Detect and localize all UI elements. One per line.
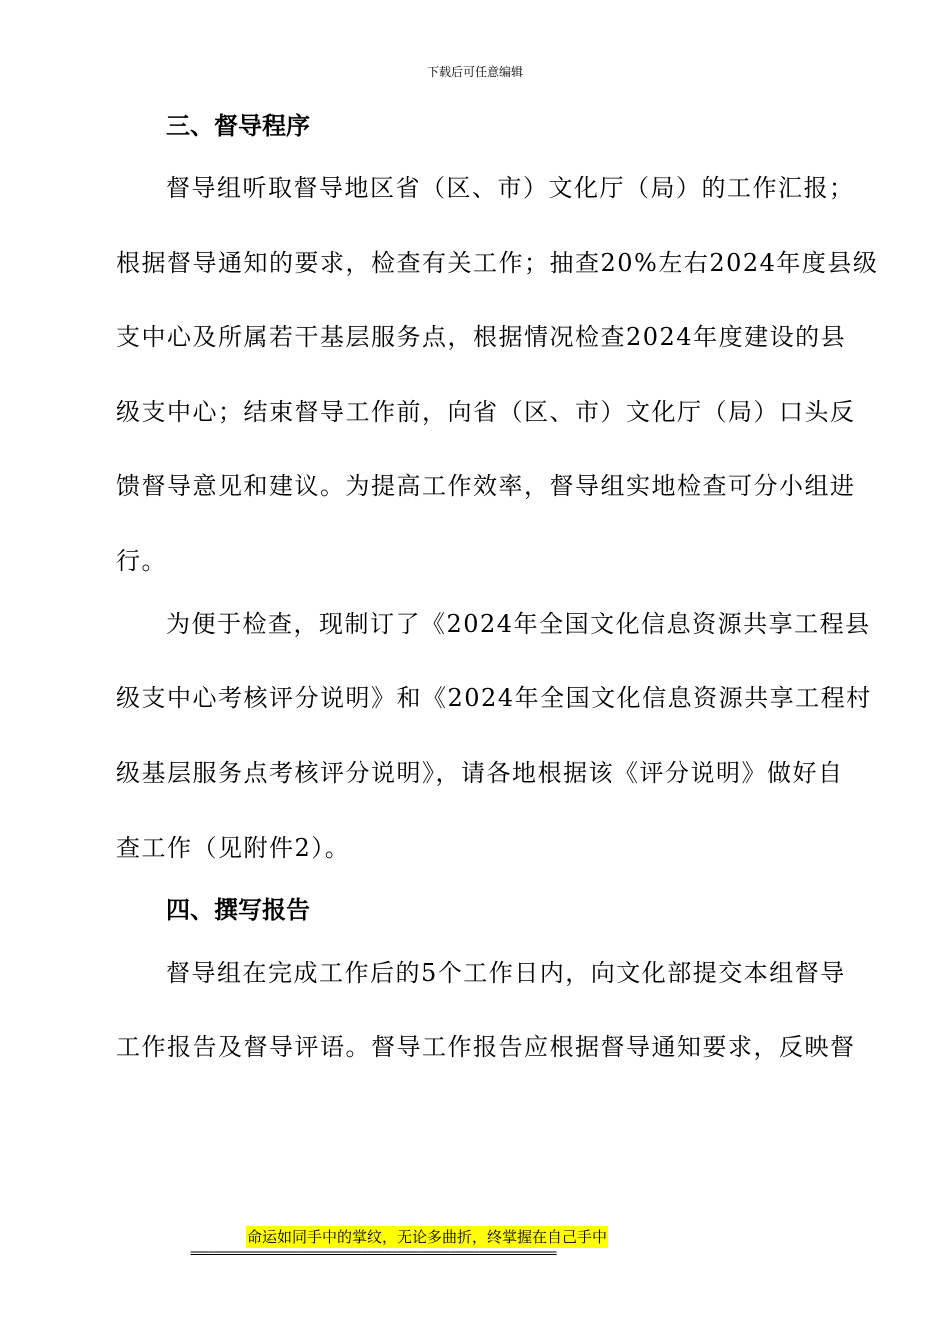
- paragraph-line: 行。: [116, 547, 167, 575]
- paragraph-line: 级支中心；结束督导工作前，向省（区、市）文化厅（局）口头反: [116, 398, 856, 426]
- paragraph-line: 馈督导意见和建议。为提高工作效率，督导组实地检查可分小组进: [116, 472, 856, 500]
- paragraph-line: 查工作（见附件2）。: [116, 834, 351, 862]
- paragraph-line: 工作报告及督导评语。督导工作报告应根据督导通知要求，反映督: [116, 1033, 856, 1061]
- paragraph-line: 支中心及所属若干基层服务点，根据情况检查2024年度建设的县: [116, 323, 847, 351]
- header-note: 下载后可任意编辑: [426, 65, 523, 79]
- footer-motto: 命运如同手中的掌纹，无论多曲折，终掌握在自己手中: [247, 1228, 608, 1246]
- section-heading-report: 四、撰写报告: [166, 896, 310, 924]
- paragraph-line: 级基层服务点考核评分说明》，请各地根据该《评分说明》做好自: [116, 759, 844, 787]
- footer-divider: ==============================================================: [190, 1246, 556, 1260]
- paragraph-line: 根据督导通知的要求，检查有关工作；抽查20%左右2024年度县级: [116, 249, 879, 277]
- paragraph-line: 督导组在完成工作后的5个工作日内，向文化部提交本组督导: [166, 959, 846, 987]
- paragraph-line: 级支中心考核评分说明》和《2024年全国文化信息资源共享工程村: [116, 684, 872, 712]
- paragraph-line: 为便于检查，现制订了《2024年全国文化信息资源共享工程县: [166, 610, 871, 638]
- section-heading-procedure: 三、督导程序: [166, 112, 310, 140]
- paragraph-line: 督导组听取督导地区省（区、市）文化厅（局）的工作汇报；: [166, 174, 855, 202]
